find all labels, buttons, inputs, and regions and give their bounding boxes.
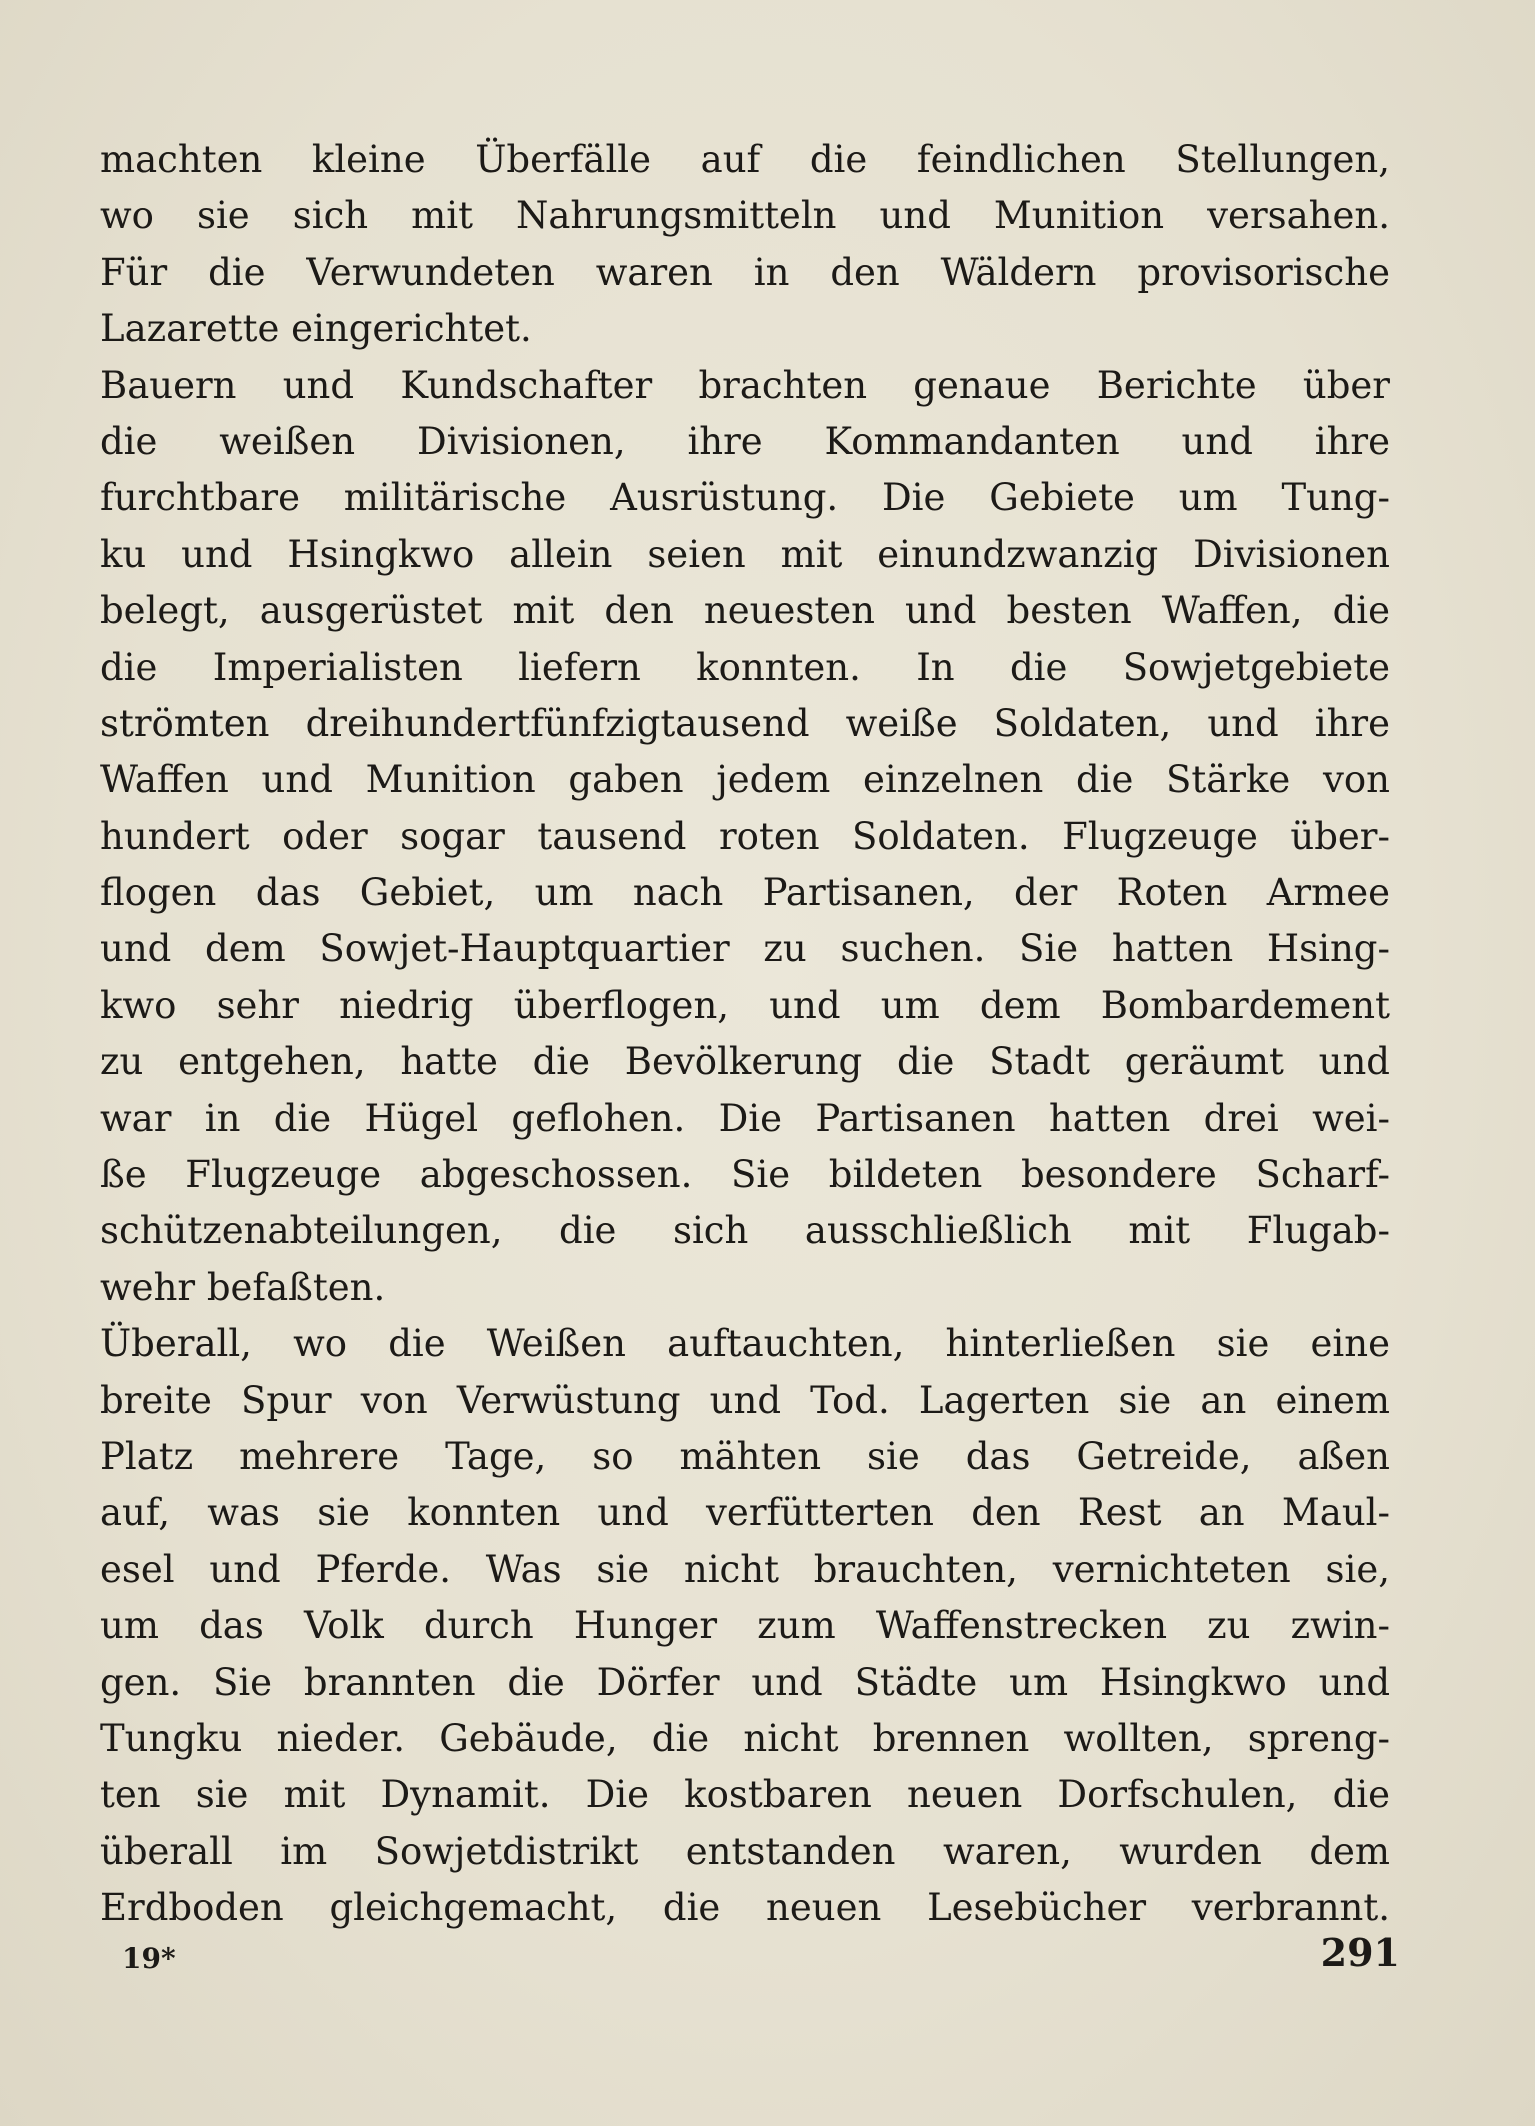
text-line: flogen das Gebiet, um nach Partisanen, der Roten Armee <box>100 871 1390 915</box>
text-line: schützenabteilungen, die sich ausschließlich mit Flugab- <box>100 1209 1390 1253</box>
text-line: war in die Hügel geflohen. Die Partisanen hatten drei wei- <box>100 1096 1390 1140</box>
text-line: Erdboden gleichgemacht, die neuen Lesebücher verbrannt. <box>100 1886 1390 1930</box>
text-line: ku und Hsingkwo allein seien mit einundzwanzig Divisionen <box>100 532 1390 576</box>
text-line: furchtbare militärische Ausrüstung. Die Gebiete um Tung- <box>100 476 1390 520</box>
text-line: breite Spur von Verwüstung und Tod. Lagerten sie an einem <box>100 1378 1390 1422</box>
text-line: ten sie mit Dynamit. Die kostbaren neuen Dorfschulen, die <box>100 1773 1390 1817</box>
body-text <box>100 132 1390 1937</box>
text-line: um das Volk durch Hunger zum Waffenstrecken zu zwin- <box>100 1604 1390 1648</box>
text-line: machten kleine Überfälle auf die feindlichen Stellungen, <box>100 138 1390 181</box>
text-line: belegt, ausgerüstet mit den neuesten und besten Waffen, die <box>100 589 1390 633</box>
text-line: gen. Sie brannten die Dörfer und Städte um Hsingkwo und <box>100 1660 1390 1704</box>
text-line: Überall, wo die Weißen auftauchten, hinterließen sie eine <box>100 1322 1390 1366</box>
text-line: Platz mehrere Tage, so mähten sie das Getreide, aßen <box>100 1434 1390 1478</box>
text-line: Für die Verwundeten waren in den Wäldern provisorische <box>100 250 1390 294</box>
text-line: esel und Pferde. Was sie nicht brauchten, vernichteten sie, <box>100 1547 1390 1591</box>
text-line: auf, was sie konnten und verfütterten den Rest an Maul- <box>100 1491 1390 1535</box>
text-line: strömten dreihundertfünfzigtausend weiße Soldaten, und ihre <box>100 701 1390 745</box>
page-number: 291 <box>1320 1930 1400 1975</box>
text-line: wo sie sich mit Nahrungsmitteln und Munition versahen. <box>100 194 1390 238</box>
page-footer <box>100 1930 1400 1990</box>
text-line: Waffen und Munition gaben jedem einzelnen die Stärke von <box>100 758 1390 802</box>
text-line: Bauern und Kundschafter brachten genaue Berichte über <box>100 363 1390 407</box>
text-line: ße Flugzeuge abgeschossen. Sie bildeten besondere Scharf- <box>100 1153 1390 1197</box>
text-line: überall im Sowjetdistrikt entstanden waren, wurden dem <box>100 1829 1390 1873</box>
text-line: Lazarette eingerichtet. <box>100 307 532 351</box>
text-line: zu entgehen, hatte die Bevölkerung die Stadt geräumt und <box>100 1040 1390 1084</box>
text-line: hundert oder sogar tausend roten Soldaten. Flugzeuge über- <box>100 814 1390 858</box>
text-line: die Imperialisten liefern konnten. In die Sowjetgebiete <box>100 645 1390 689</box>
text-line: kwo sehr niedrig überflogen, und um dem Bombardement <box>100 983 1390 1027</box>
signature-mark: 19* <box>122 1942 176 1975</box>
text-line: und dem Sowjet-Hauptquartier zu suchen. Sie hatten Hsing- <box>100 927 1390 971</box>
text-line: wehr befaßten. <box>100 1265 386 1309</box>
text-line: die weißen Divisionen, ihre Kommandanten und ihre <box>100 419 1390 463</box>
text-line: Tungku nieder. Gebäude, die nicht brennen wollten, spreng- <box>100 1716 1390 1760</box>
